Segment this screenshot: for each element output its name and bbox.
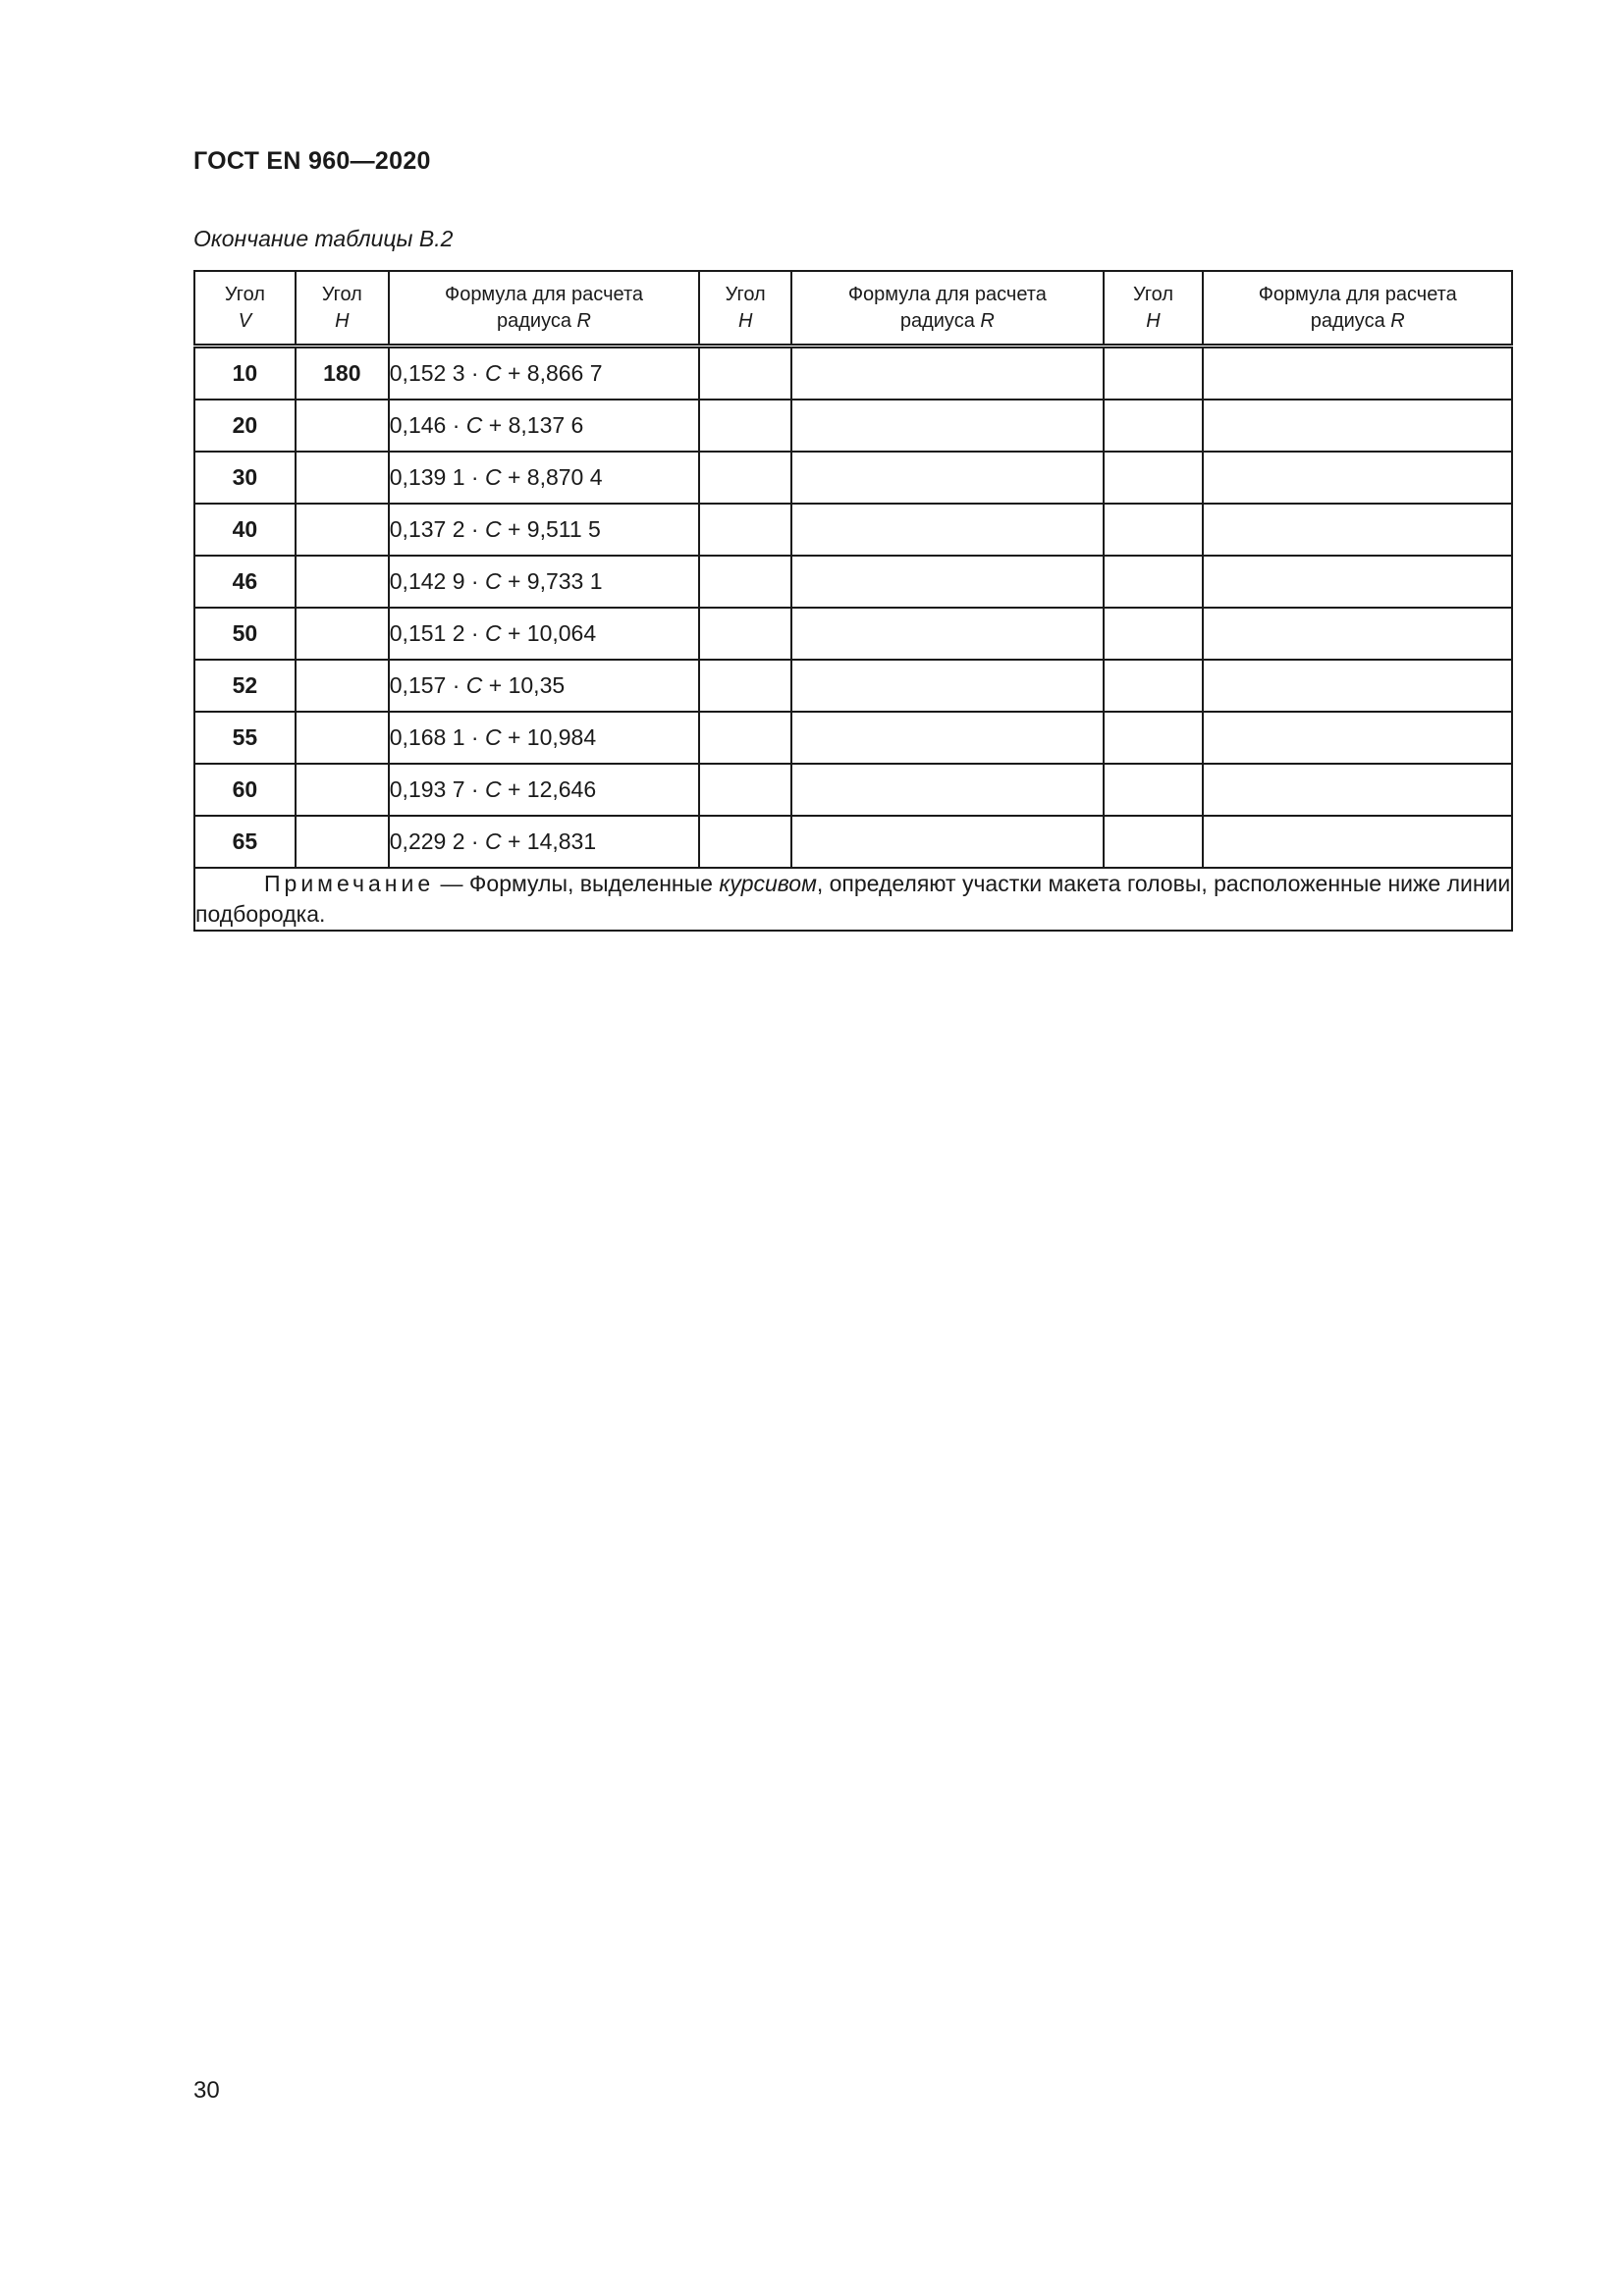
cell-angle-h: 180 (296, 347, 389, 400)
header-angle-h-2: Угол H (699, 271, 791, 347)
cell-empty (1104, 712, 1204, 764)
cell-formula: 0,137 2 · C + 9,511 5 (389, 504, 699, 556)
cell-angle-h (296, 400, 389, 452)
table-row (194, 504, 1512, 556)
table-row (194, 400, 1512, 452)
cell-empty (699, 712, 791, 764)
cell-angle-h (296, 452, 389, 504)
cell-angle-v: 65 (194, 816, 296, 868)
cell-empty (699, 400, 791, 452)
cell-formula: 0,168 1 · C + 10,984 (389, 712, 699, 764)
cell-angle-v: 20 (194, 400, 296, 452)
header-formula-3: Формула для расчета радиуса R (1203, 271, 1512, 347)
cell-formula: 0,151 2 · C + 10,064 (389, 608, 699, 660)
cell-empty (699, 504, 791, 556)
cell-empty (1104, 504, 1204, 556)
formula-table (193, 270, 1513, 932)
note-label: Примечание (264, 871, 435, 896)
cell-empty (791, 347, 1103, 400)
cell-empty (791, 504, 1103, 556)
cell-empty (1104, 764, 1204, 816)
cell-empty (1203, 608, 1512, 660)
header-angle-h-3: Угол H (1104, 271, 1204, 347)
table-row (194, 712, 1512, 764)
cell-empty (699, 660, 791, 712)
cell-formula: 0,146 · C + 8,137 6 (389, 400, 699, 452)
cell-empty (1203, 764, 1512, 816)
note-row (194, 868, 1512, 931)
cell-angle-v: 60 (194, 764, 296, 816)
cell-angle-h (296, 712, 389, 764)
cell-formula: 0,193 7 · C + 12,646 (389, 764, 699, 816)
cell-empty (791, 400, 1103, 452)
cell-empty (699, 347, 791, 400)
cell-formula: 0,157 · C + 10,35 (389, 660, 699, 712)
cell-empty (1104, 452, 1204, 504)
cell-empty (791, 556, 1103, 608)
cell-angle-h (296, 504, 389, 556)
cell-empty (1203, 816, 1512, 868)
cell-empty (1203, 347, 1512, 400)
header-row (194, 271, 1512, 347)
cell-formula: 0,142 9 · C + 9,733 1 (389, 556, 699, 608)
cell-empty (791, 816, 1103, 868)
cell-empty (1104, 556, 1204, 608)
table-note: Примечание — Формулы, выделенные курсивом, определяют участки макета головы, расположенные ниже линии подбородка. (194, 868, 1512, 931)
table-row (194, 764, 1512, 816)
cell-empty (1203, 712, 1512, 764)
document-header: ГОСТ EN 960—2020 (193, 147, 431, 175)
cell-angle-h (296, 660, 389, 712)
table-row (194, 816, 1512, 868)
header-formula-1: Формула для расчета радиуса R (389, 271, 699, 347)
cell-empty (1104, 608, 1204, 660)
cell-empty (699, 816, 791, 868)
page-number: 30 (193, 2077, 220, 2104)
header-formula-2: Формула для расчета радиуса R (791, 271, 1103, 347)
table-row (194, 452, 1512, 504)
cell-empty (1203, 504, 1512, 556)
cell-empty (699, 764, 791, 816)
table-row (194, 660, 1512, 712)
table-row (194, 608, 1512, 660)
header-angle-h-1: Угол H (296, 271, 389, 347)
header-angle-v: Угол V (194, 271, 296, 347)
cell-formula: 0,152 3 · C + 8,866 7 (389, 347, 699, 400)
cell-formula: 0,139 1 · C + 8,870 4 (389, 452, 699, 504)
cell-empty (791, 660, 1103, 712)
cell-empty (1203, 400, 1512, 452)
table-row (194, 556, 1512, 608)
cell-angle-v: 55 (194, 712, 296, 764)
cell-angle-h (296, 816, 389, 868)
cell-empty (699, 608, 791, 660)
cell-empty (1203, 452, 1512, 504)
cell-angle-h (296, 556, 389, 608)
cell-angle-v: 50 (194, 608, 296, 660)
cell-empty (1104, 816, 1204, 868)
table-row (194, 347, 1512, 400)
cell-empty (791, 712, 1103, 764)
cell-empty (791, 452, 1103, 504)
cell-formula: 0,229 2 · C + 14,831 (389, 816, 699, 868)
cell-angle-v: 46 (194, 556, 296, 608)
cell-empty (1203, 556, 1512, 608)
table-caption: Окончание таблицы В.2 (193, 226, 454, 251)
cell-empty (1104, 400, 1204, 452)
cell-angle-h (296, 608, 389, 660)
cell-angle-v: 52 (194, 660, 296, 712)
cell-angle-v: 10 (194, 347, 296, 400)
cell-angle-h (296, 764, 389, 816)
cell-angle-v: 40 (194, 504, 296, 556)
cell-empty (1104, 347, 1204, 400)
table-body (194, 347, 1512, 932)
cell-empty (791, 608, 1103, 660)
cell-empty (1104, 660, 1204, 712)
cell-empty (699, 452, 791, 504)
cell-angle-v: 30 (194, 452, 296, 504)
cell-empty (699, 556, 791, 608)
cell-empty (791, 764, 1103, 816)
cell-empty (1203, 660, 1512, 712)
